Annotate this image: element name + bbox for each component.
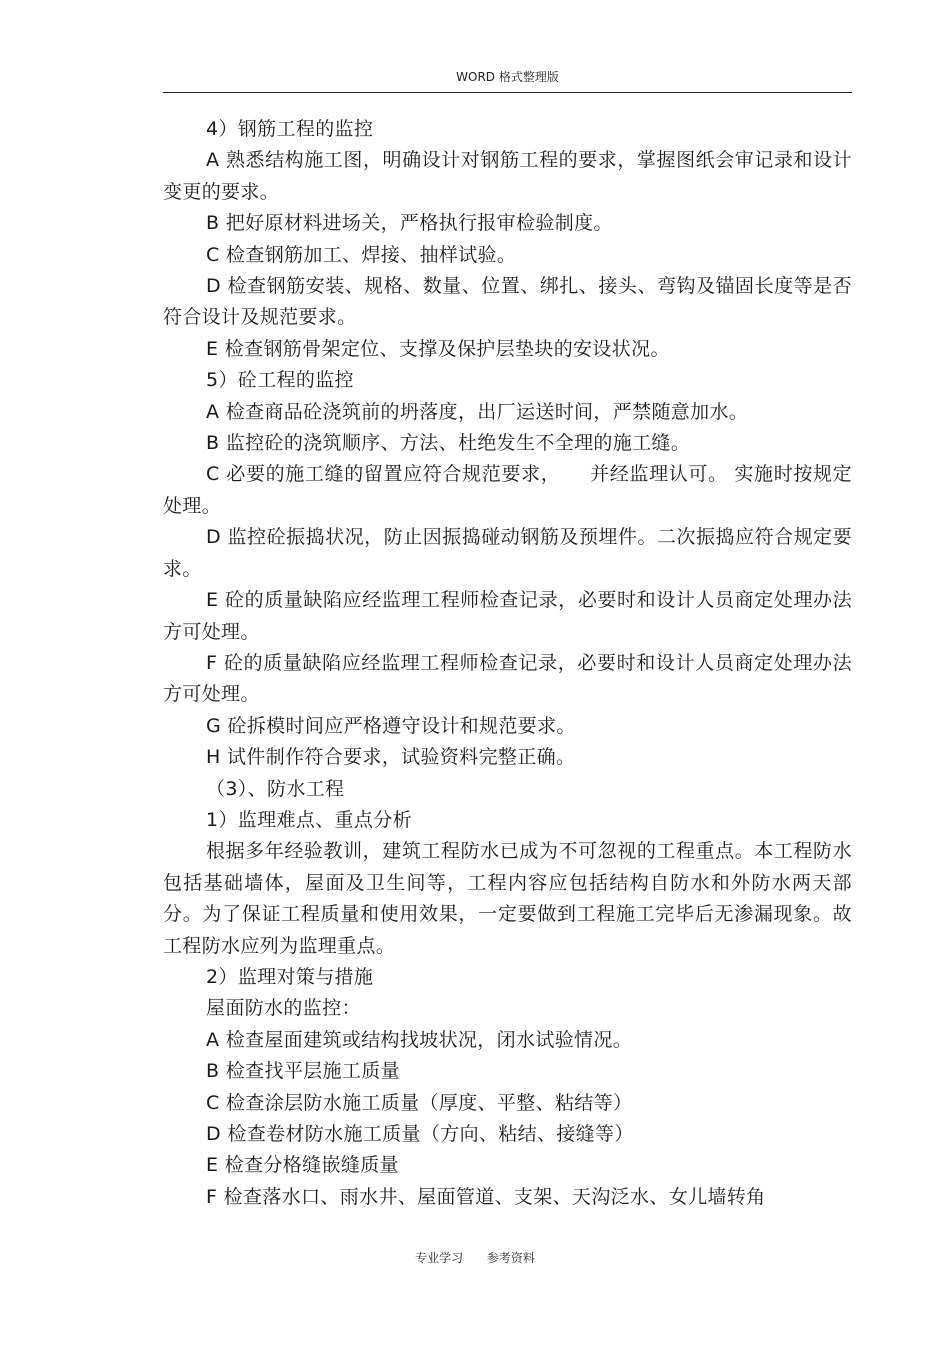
section-heading: 1）监理难点、重点分析 [206, 808, 412, 831]
footer-label-reference: 参考资料 [486, 1251, 535, 1265]
paragraph: C 检查钢筋加工、焊接、抽样试验。 [206, 243, 517, 266]
paragraph: B 检查找平层施工质量 [206, 1060, 400, 1083]
paragraph: E 检查钢筋骨架定位、支撑及保护层垫块的安设状况。 [206, 337, 670, 360]
section-heading: 2）监理对策与措施 [206, 965, 374, 988]
paragraph: D 监控砼振捣状况，防止因振捣碰动钢筋及预埋件。二次振捣应符合规定要求。 [163, 526, 852, 580]
paragraph: C 必要的施工缝的留置应符合规范要求， 并经监理认可。 实施时按规定处理。 [163, 463, 852, 517]
paragraph: A 熟悉结构施工图，明确设计对钢筋工程的要求，掌握图纸会审记录和设计变更的要求。 [163, 149, 852, 203]
footer-label-study: 专业学习 [415, 1251, 464, 1265]
section-heading: 5）砼工程的监控 [206, 369, 354, 392]
paragraph: A 检查商品砼浇筑前的坍落度，出厂运送时间，严禁随意加水。 [206, 400, 749, 423]
section-heading: （3）、防水工程 [206, 777, 345, 800]
page-header-title: WORD 格式整理版 [456, 70, 559, 84]
paragraph: C 检查涂层防水施工质量（厚度、平整、粘结等） [206, 1091, 633, 1114]
page-footer [0, 1249, 950, 1267]
paragraph: 屋面防水的监控： [206, 997, 361, 1020]
paragraph: F 检查落水口、雨水井、屋面管道、支架、天沟泛水、女儿墙转角 [206, 1185, 766, 1208]
paragraph: G 砼拆模时间应严格遵守设计和规范要求。 [206, 714, 576, 737]
paragraph: E 检查分格缝嵌缝质量 [206, 1154, 399, 1177]
paragraph: D 检查钢筋安装、规格、数量、位置、绑扎、接头、弯钩及锚固长度等是否符合设计及规范要求。 [163, 275, 852, 329]
paragraph: B 监控砼的浇筑顺序、方法、杜绝发生不全理的施工缝。 [206, 432, 691, 455]
paragraph: A 检查屋面建筑或结构找坡状况，闭水试验情况。 [206, 1028, 633, 1051]
paragraph: 根据多年经验教训，建筑工程防水已成为不可忽视的工程重点。本工程防水包括基础墙体，屋面及卫生间等，工程内容应包括结构自防水和外防水两天部分。为了保证工程质量和使用效果，一定要做到工程施工完毕后无渗漏现象。故工程防水应列为监理重点。 [163, 840, 852, 957]
document-body [163, 114, 852, 1213]
paragraph: F 砼的质量缺陷应经监理工程师检查记录，必要时和设计人员商定处理办法方可处理。 [163, 651, 852, 706]
paragraph: B 把好原材料进场关，严格执行报审检验制度。 [206, 212, 613, 235]
section-heading: 4）钢筋工程的监控 [206, 118, 374, 140]
paragraph: D 检查卷材防水施工质量（方向、粘结、接缝等） [206, 1123, 634, 1145]
paragraph: H 试件制作符合要求，试验资料完整正确。 [206, 746, 576, 769]
page-header [163, 66, 852, 93]
paragraph: E 砼的质量缺陷应经监理工程师检查记录，必要时和设计人员商定处理办法方可处理。 [163, 589, 852, 643]
